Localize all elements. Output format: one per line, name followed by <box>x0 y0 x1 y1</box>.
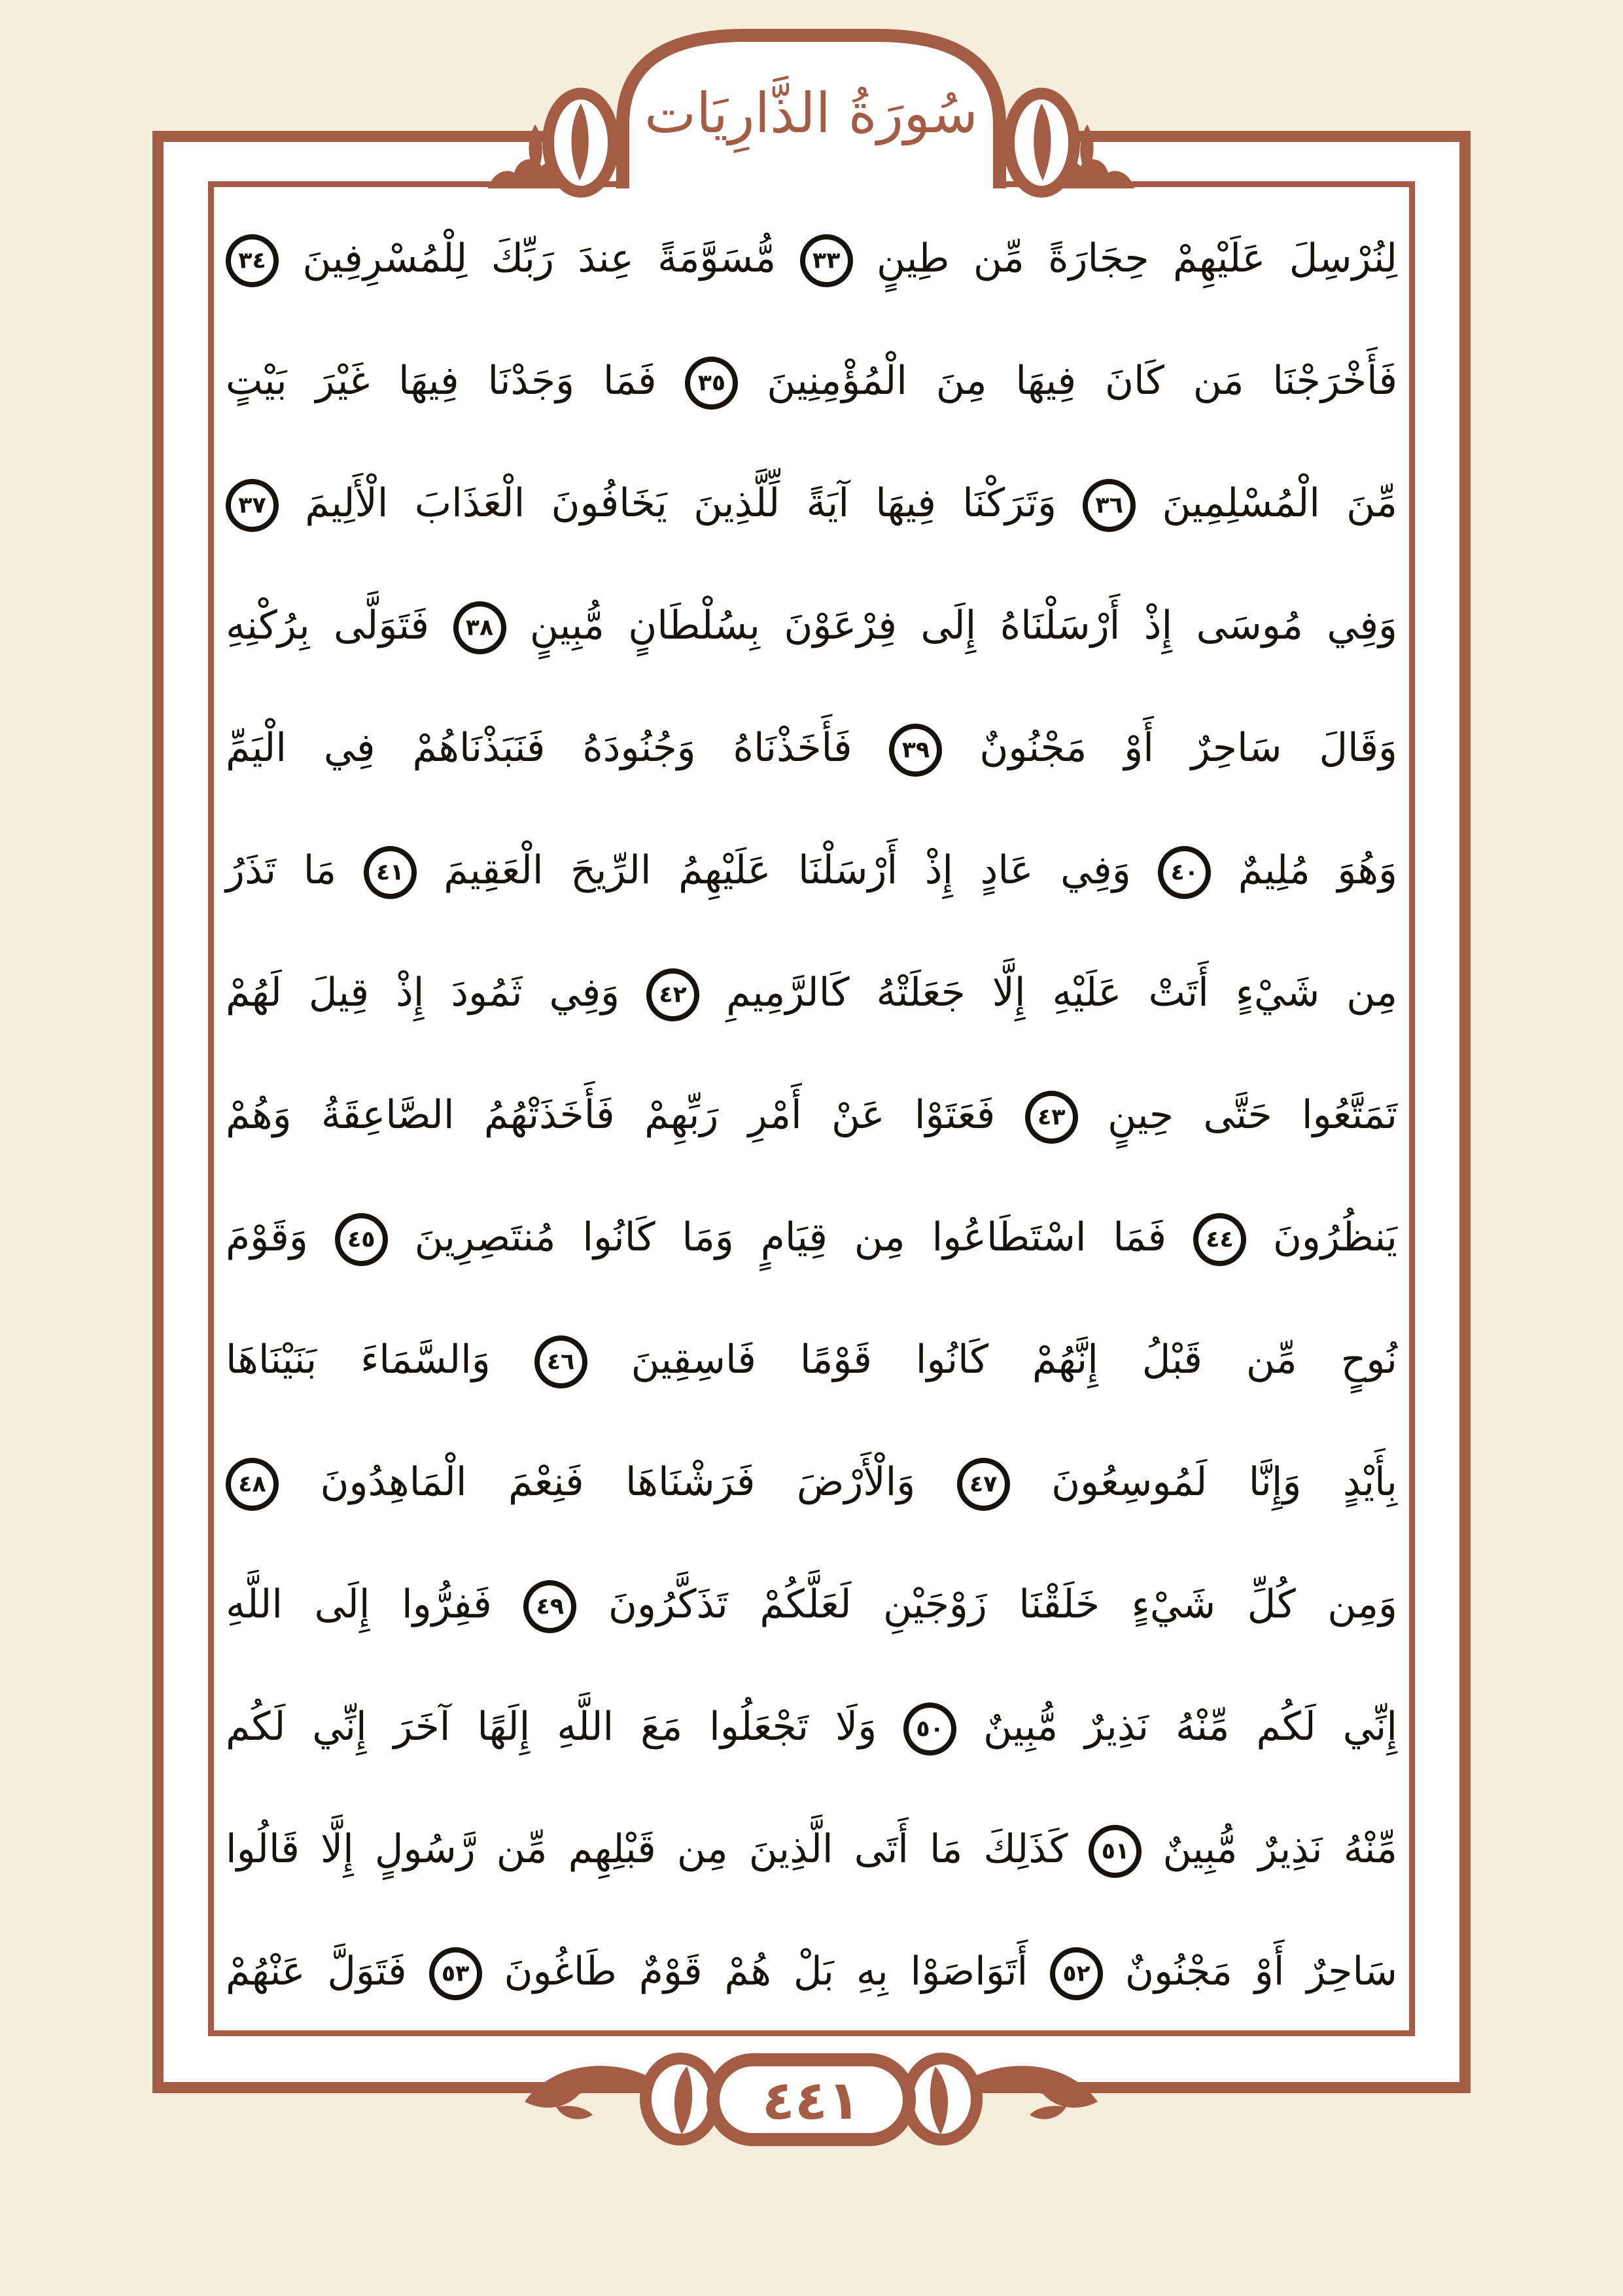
ayah-marker <box>1089 1825 1142 1878</box>
verse-text: مِن شَيْءٍ أَتَتْ عَلَيْهِ إِلَّا جَعَلَتْهُ كَالرَّمِيمِ <box>726 970 1398 1016</box>
verse-text: وَالسَّمَاءَ بَنَيْنَاهَا <box>226 1337 491 1383</box>
verse-text: وَتَرَكْنَا فِيهَا آيَةً لِّلَّذِينَ يَخَافُونَ الْعَذَابَ الْأَلِيمَ <box>305 480 1056 526</box>
ayah-number: ٥٢ <box>1062 1960 1091 1987</box>
ayah-number: ٣٧ <box>238 492 266 519</box>
ayah-number: ٤٨ <box>238 1471 266 1498</box>
ayah-number: ٤٥ <box>347 1226 375 1253</box>
wing-bud <box>556 2106 593 2119</box>
verse-text: مَا تَذَرُ <box>226 847 337 893</box>
quran-line <box>226 198 1397 320</box>
verse-text: وَفِي عَادٍ إِذْ أَرْسَلْنَا عَلَيْهِمُ الرِّيحَ الْعَقِيمَ <box>444 847 1131 893</box>
verse-text: بِأَيْدٍ وَإِنَّا لَمُوسِعُونَ <box>1051 1459 1398 1505</box>
surah-title: سُورَةُ الذَّارِيَات <box>644 81 979 145</box>
ayah-marker <box>453 601 506 654</box>
verse-text: نُوحٍ مِّن قَبْلُ إِنَّهُمْ كَانُوا قَوْمًا فَاسِقِينَ <box>631 1337 1398 1383</box>
verse-text: فَمَا اسْتَطَاعُوا مِن قِيَامٍ وَمَا كَانُوا مُنتَصِرِينَ <box>414 1214 1167 1260</box>
footer-ornament <box>517 2041 1106 2153</box>
ayah-number: ٤١ <box>375 859 404 886</box>
quran-line <box>226 1299 1397 1421</box>
quran-line <box>226 1054 1397 1176</box>
verse-text: إِنِّي لَكُم مِّنْهُ نَذِيرٌ مُّبِينٌ <box>983 1704 1398 1750</box>
verse-text: فَتَوَلَّ عَنْهُمْ <box>226 1949 407 1994</box>
verse-text: فَمَا وَجَدْنَا فِيهَا غَيْرَ بَيْتٍ <box>226 358 657 404</box>
ayah-number: ٤٩ <box>536 1593 565 1620</box>
quran-line <box>226 565 1397 687</box>
verse-text: فَأَخَذْنَاهُ وَجُنُودَهُ فَنَبَذْنَاهُمْ فِي الْيَمِّ <box>226 725 852 771</box>
verse-text: تَمَتَّعُوا حَتَّى حِينٍ <box>1108 1092 1398 1138</box>
ayah-number: ٤٣ <box>1037 1104 1066 1131</box>
verse-text: فَتَوَلَّى بِرُكْنِهِ <box>226 603 430 648</box>
ayah-marker <box>903 1703 956 1756</box>
ayah-number: ٣٩ <box>901 737 930 764</box>
ayah-marker <box>335 1213 388 1266</box>
header-medallion <box>488 94 614 192</box>
verse-text: وَفِي ثَمُودَ إِذْ قِيلَ لَهُمْ <box>226 970 620 1016</box>
quran-line <box>226 687 1397 809</box>
ayah-marker <box>523 1580 576 1633</box>
ayah-number: ٣٨ <box>465 614 494 641</box>
verse-text: لِنُرْسِلَ عَلَيْهِمْ حِجَارَةً مِّن طِينٍ <box>876 236 1397 281</box>
verse-text: وَمِن كُلِّ شَيْءٍ خَلَقْنَا زَوْجَيْنِ لَعَلَّكُمْ تَذَكَّرُونَ <box>608 1581 1397 1627</box>
verse-text: أَتَوَاصَوْا بِهِ بَلْ هُمْ قَوْمٌ طَاغُونَ <box>504 1949 1028 1994</box>
verse-text: مِّنْهُ نَذِيرٌ مُّبِينٌ <box>1162 1826 1397 1872</box>
ayah-marker <box>1083 479 1136 532</box>
ayah-marker <box>800 234 853 287</box>
ayah-marker <box>646 968 699 1021</box>
ayah-marker <box>1158 846 1211 899</box>
verse-text: مِّنَ الْمُسْلِمِينَ <box>1162 480 1397 526</box>
verse-text: فَأَخْرَجْنَا مَن كَانَ فِيهَا مِنَ الْمُؤْمِنِينَ <box>767 358 1397 404</box>
ayah-marker <box>1050 1947 1103 2000</box>
ayah-marker <box>226 479 279 532</box>
base-mound <box>488 159 563 188</box>
quran-line <box>226 320 1397 442</box>
verse-text: وَلَا تَجْعَلُوا مَعَ اللَّهِ إِلَهًا آخَرَ إِنِّي لَكُم <box>226 1704 877 1750</box>
ayah-number: ٤٧ <box>969 1471 998 1498</box>
page-number: ٤٤١ <box>761 2070 861 2132</box>
ayah-number: ٤٢ <box>659 981 687 1008</box>
quran-line <box>226 932 1397 1054</box>
ayah-marker <box>226 1458 279 1511</box>
ayah-number: ٥١ <box>1101 1838 1130 1865</box>
quran-line <box>226 1421 1397 1544</box>
quran-line <box>226 442 1397 565</box>
ayah-marker <box>1193 1213 1246 1266</box>
verse-text: فَعَتَوْا عَنْ أَمْرِ رَبِّهِمْ فَأَخَذَتْهُمُ الصَّاعِقَةُ وَهُمْ <box>226 1092 996 1138</box>
verse-text: يَنظُرُونَ <box>1272 1214 1398 1260</box>
quran-line <box>226 1176 1397 1299</box>
verse-text: وَفِي مُوسَى إِذْ أَرْسَلْنَاهُ إِلَى فِرْعَوْنَ بِسُلْطَانٍ مُّبِينٍ <box>529 603 1397 648</box>
footer-wing <box>525 2058 715 2140</box>
verse-text: كَذَلِكَ مَا أَتَى الَّذِينَ مِن قَبْلِهِم مِّن رَّسُولٍ إِلَّا قَالُوا <box>226 1826 1068 1872</box>
ayah-number: ٣٣ <box>812 247 841 274</box>
ayah-marker <box>226 234 279 287</box>
ayah-marker <box>534 1335 587 1388</box>
header-ornament <box>484 26 1138 209</box>
verse-text: وَالْأَرْضَ فَرَشْنَاهَا فَنِعْمَ الْمَاهِدُونَ <box>320 1459 916 1505</box>
ayah-number: ٣٤ <box>238 247 266 274</box>
ayah-number: ٤٦ <box>546 1349 575 1375</box>
verse-text: وَقَالَ سَاحِرٌ أَوْ مَجْنُونٌ <box>979 725 1397 771</box>
ayah-marker <box>957 1458 1010 1511</box>
quran-line <box>226 1911 1397 2033</box>
ayah-marker <box>364 846 417 899</box>
verse-text: فَفِرُّوا إِلَى اللَّهِ <box>226 1581 492 1627</box>
ayah-number: ٤٠ <box>1170 859 1198 886</box>
mushaf-lines <box>226 198 1397 2033</box>
ayah-number: ٤٤ <box>1206 1226 1234 1253</box>
ayah-number: ٣٥ <box>697 370 726 397</box>
quran-line <box>226 1788 1397 1911</box>
ayah-number: ٣٦ <box>1095 492 1123 519</box>
ayah-number: ٥٠ <box>916 1716 944 1742</box>
quran-line <box>226 1666 1397 1788</box>
verse-text: وَقَوْمَ <box>226 1214 308 1260</box>
verse-text: مُّسَوَّمَةً عِندَ رَبِّكَ لِلْمُسْرِفِينَ <box>302 236 777 281</box>
ayah-marker <box>429 1947 482 2000</box>
ayah-marker <box>1025 1091 1078 1144</box>
ayah-number: ٥٣ <box>441 1960 470 1987</box>
verse-text: وَهُوَ مُلِيمٌ <box>1238 847 1397 893</box>
quran-line <box>226 809 1397 932</box>
quran-line <box>226 1544 1397 1666</box>
wing-leaf <box>525 2066 652 2108</box>
ayah-marker <box>889 724 942 777</box>
ayah-marker <box>685 357 738 410</box>
verse-text: سَاحِرٌ أَوْ مَجْنُونٌ <box>1125 1949 1398 1994</box>
